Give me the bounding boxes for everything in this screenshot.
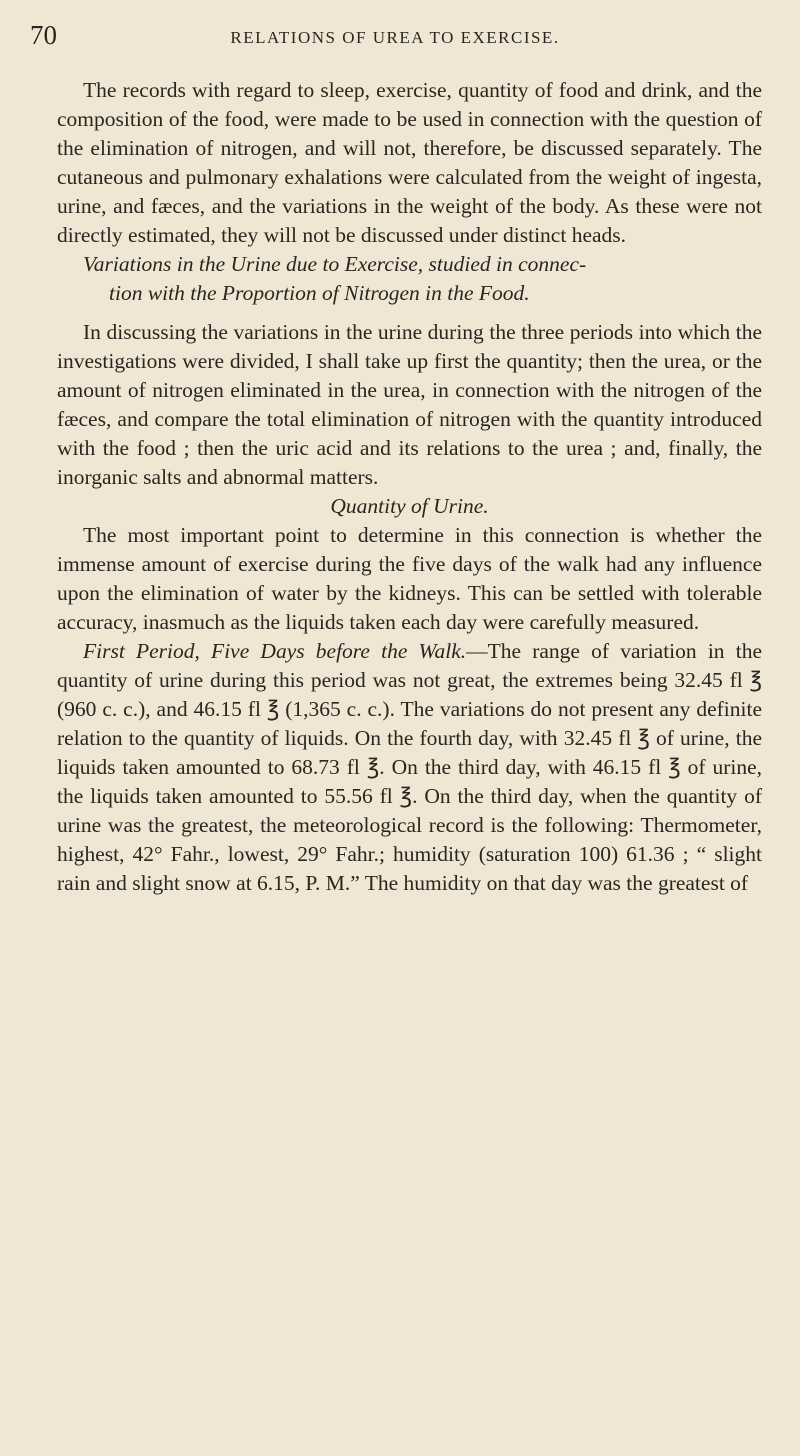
first-period-text: —The range of variation in the quantity of urine during this period was not great, the extremes being 32.45 fl ℥ (960 c. c.), and 46.15 fl ℥ (1,365 c. c.). The variations do not present any definite relation to the quantity of liquids. On the fourth day, with 32.45 fl ℥ of urine, the liquids taken amounted to 68.73 fl ℥. On the third day, with 46.15 fl ℥ of urine, the liquids taken amounted to 55.56 fl ℥. On the third day, when the quantity of urine was the greatest, the meteorological record is the following: Thermometer, highest, 42° Fahr., lowest, 29° Fahr.; humidity (saturation 100) 61.36 ; “ slight rain and slight snow at 6.15, P. M.” The humidity on that day was the greatest of <box>57 639 762 895</box>
paragraph-first-period <box>57 637 762 898</box>
paragraph-discussing: In discussing the variations in the urine during the three periods into which the investigations were divided, I shall take up first the quantity; then the urea, or the amount of nitrogen eliminated in the urea, in connection with the nitrogen of the fæces, and compare the total elimination of nitrogen with the quantity introduced with the food ; then the uric acid and its relations to the urea ; and, finally, the inorganic salts and abnormal matters. <box>57 320 762 489</box>
section-heading-line2: tion with the Proportion of Nitrogen in the Food. <box>109 281 530 305</box>
page-number: 70 <box>30 20 57 50</box>
paragraph-important-point: The most important point to determine in this connection is whether the immense amount of exercise during the five days of the walk had any influence upon the elimination of water by the kidneys. This can be settled with tolerable accuracy, inasmuch as the liquids taken each day were carefully measured. <box>57 523 762 634</box>
paragraph-records: The records with regard to sleep, exercise, quantity of food and drink, and the composition of the food, were made to be used in connection with the question of the elimination of nitrogen, and will not, therefore, be discussed separately. The cutaneous and pulmonary exhalations were calculated from the weight of ingesta, urine, and fæces, and the variations in the weight of the body. As these were not directly estimated, they will not be discussed under distinct heads. <box>57 78 762 247</box>
page-header <box>30 20 760 56</box>
subheading-quantity: Quantity of Urine. <box>330 494 489 518</box>
section-heading <box>57 250 762 308</box>
body-text <box>57 76 762 898</box>
running-title: RELATIONS OF UREA TO EXERCISE. <box>230 28 560 47</box>
section-heading-line1: Variations in the Urine due to Exercise, studied in connec- <box>83 252 587 276</box>
first-period-runin: First Period, Five Days before the Walk. <box>83 639 467 663</box>
